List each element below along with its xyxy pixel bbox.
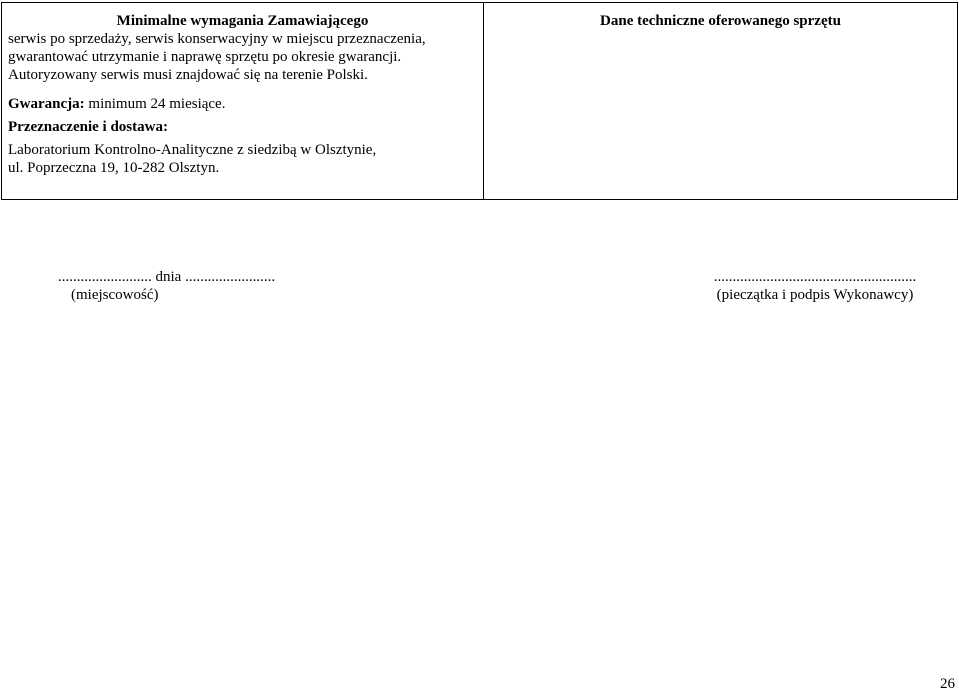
service-line: Autoryzowany serwis musi znajdować się na terenie Polski. xyxy=(8,67,368,83)
delivery-line: Laboratorium Kontrolno-Analityczne z siedzibą w Olsztynie, xyxy=(8,142,377,158)
place-date-block xyxy=(58,268,308,304)
warranty-line xyxy=(8,95,477,113)
header-offered-specs: Dane techniczne oferowanego sprzętu xyxy=(600,13,841,29)
warranty-label: Gwarancja: xyxy=(8,96,85,112)
stamp-dots: ...................................................... xyxy=(713,269,917,285)
header-minimum-requirements: Minimalne wymagania Zamawiającego xyxy=(116,13,369,29)
page-number: 26 xyxy=(940,676,955,689)
service-line: serwis po sprzedaży, serwis konserwacyjny w miejscu przeznaczenia, xyxy=(8,31,426,47)
place-caption: (miejscowość) xyxy=(71,287,159,303)
offered-specs-column xyxy=(484,3,958,200)
requirements-cell xyxy=(2,30,483,199)
stamp-caption: (pieczątka i podpis Wykonawcy) xyxy=(716,287,914,303)
stamp-signature-block xyxy=(690,268,940,304)
place-date-dots: ......................... dnia ........................ xyxy=(58,269,276,285)
service-line: gwarantować utrzymanie i naprawę sprzętu po okresie gwarancji. xyxy=(8,49,402,65)
requirements-column xyxy=(2,3,484,200)
requirements-table xyxy=(1,2,958,200)
delivery-line: ul. Poprzeczna 19, 10-282 Olsztyn. xyxy=(8,160,220,176)
warranty-value: minimum 24 miesiące. xyxy=(84,96,226,112)
delivery-label: Przeznaczenie i dostawa: xyxy=(8,119,168,135)
